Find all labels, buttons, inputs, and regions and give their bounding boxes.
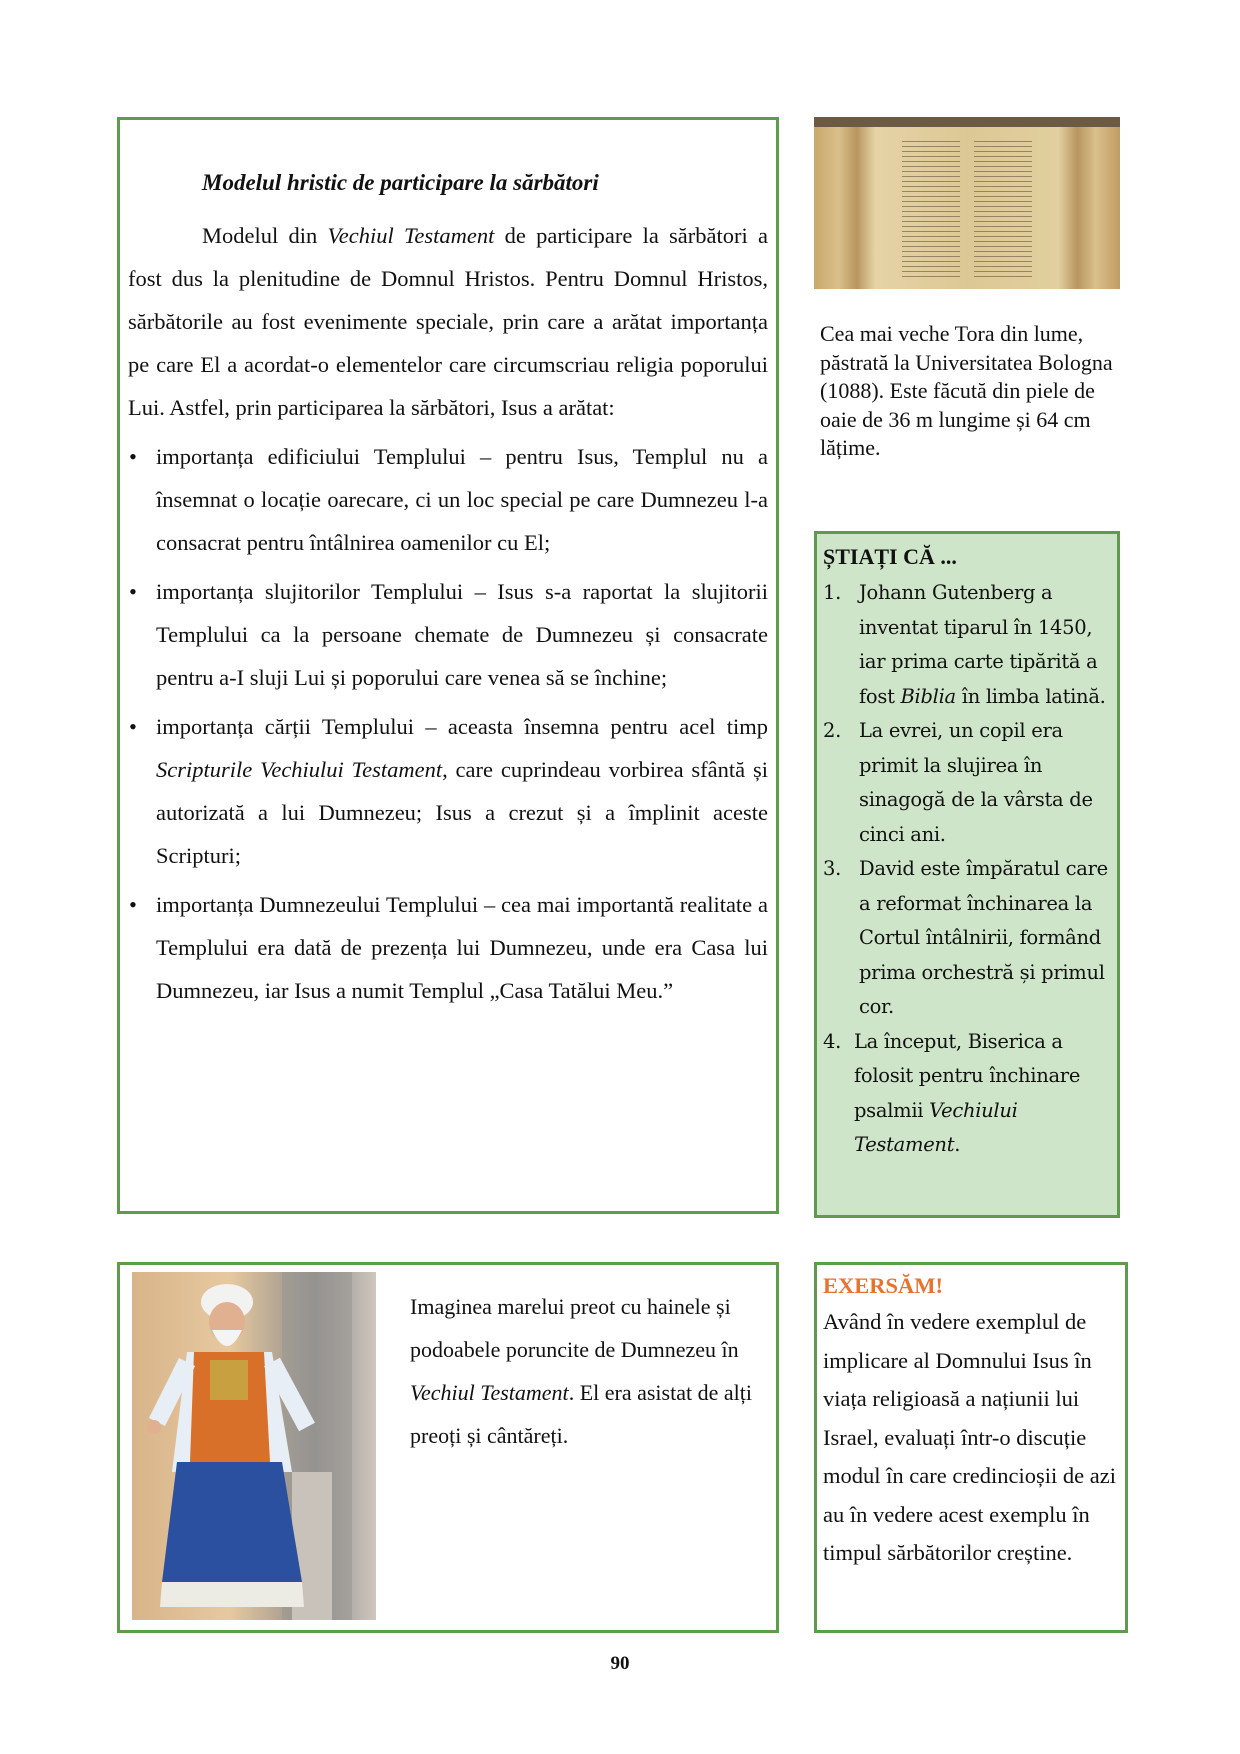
bullet-item [156, 705, 768, 877]
bullet-list [128, 435, 768, 1012]
did-you-know-title: ȘTIAȚI CĂ ... [823, 544, 957, 569]
main-text-box [117, 117, 779, 1214]
intro-text: de participare la sărbători a fost dus la plenitudine de Domnul Hristos. Pentru Domnul Hristos, sărbătorile au fost evenimente speciale, prin care a arătat importanța pe care El a acordat-o elementelor care circumscriau religia poporului Lui. Astfel, prin participarea la sărbători, Isus a arătat: [128, 223, 768, 420]
fact-italic: Vechiului Testament [854, 1098, 1018, 1156]
bullet-item: • importanța slujitorilor Templului – Isus s-a raportat la slujitorii Templului ca la persoane chemate de Dumnezeu și consacrate pentru a-I sluji Lui și poporului care venea să se închine; [156, 570, 768, 699]
fact-text: . [954, 1133, 961, 1156]
intro-italic: Vechiul Testament [327, 223, 495, 248]
fact-text: La început, Biserica a folosit pentru închinare psalmii [854, 1029, 1081, 1122]
intro-text: Modelul din [202, 223, 328, 248]
caption-text: . El era asistat de alți preoți și cântăreți. [410, 1380, 752, 1448]
exercise-text: Având în vedere exemplul de implicare al Domnului Isus în viața religioasă a națiunii lui Israel, evaluați într-o discuție modul în care credincioșii de azi au în vedere acest exemplu în timpul sărbătorilor creștine. [823, 1309, 1117, 1565]
fact-italic: Biblia [900, 684, 956, 708]
fact-text: David este împăratul care a reformat închinarea la Cortul întâlnirii, formând prima orchestră și primul cor. [859, 857, 1108, 1018]
exercise-title: EXERSĂM! [823, 1273, 944, 1298]
fact-number: 3. [823, 857, 842, 880]
fact-text: La evrei, un copil era primit la slujirea în sinagogă de la vârsta de cinci ani. [859, 719, 1093, 846]
high-priest-image [132, 1272, 376, 1620]
fact-text: în limba latină. [955, 684, 1106, 708]
fact-item [823, 576, 1111, 714]
intro-paragraph [128, 214, 768, 429]
page-number: 90 [610, 1653, 630, 1674]
did-you-know-box [814, 531, 1120, 1218]
bullet-item: • importanța Dumnezeului Templului – cea mai importantă realitate a Templului era dată de prezența lui Dumnezeu, unde era Casa lui Dumnezeu, iar Isus a numit Templul „Casa Tatălui Meu.” [156, 883, 768, 1012]
bullet-text: importanța cărții Templului – aceasta însemna pentru acel timp [156, 714, 768, 739]
fact-item [823, 1025, 1111, 1163]
bullet-text: , care cuprindeau vorbirea sfântă și autorizată a lui Dumnezeu; Isus a crezut și a împlinit aceste Scripturi; [156, 757, 768, 868]
caption-italic: Vechiul Testament [410, 1380, 569, 1405]
fact-list [823, 576, 1111, 1163]
priest-box [117, 1262, 779, 1633]
tora-scroll-image [814, 117, 1120, 289]
bullet-item: • importanța edificiului Templului – pentru Isus, Templul nu a însemnat o locație oarecare, ci un loc special pe care Dumnezeu l-a consacrat pentru întâlnirea oamenilor cu El; [156, 435, 768, 564]
section-title: Modelul hristic de participare la sărbători [202, 170, 599, 195]
exercise-box [814, 1262, 1128, 1633]
bullet-italic: Scripturile Vechiului Testament [156, 757, 443, 782]
fact-text: Johann Gutenberg a inventat tiparul în 1450, iar prima carte tipărită a fost [859, 581, 1098, 708]
fact-item [823, 852, 1111, 1025]
fact-number: 4. [823, 1029, 842, 1053]
priest-caption [410, 1285, 770, 1457]
fact-item [823, 714, 1111, 852]
fact-number: 2. [823, 719, 842, 742]
tora-caption: Cea mai veche Tora din lume, păstrată la Universitatea Bologna (1088). Este făcută din piele de oaie de 36 m lungime și 64 cm lățime. [820, 321, 1113, 460]
caption-text: Imaginea marelui preot cu hainele și podoabele poruncite de Dumnezeu în [410, 1294, 739, 1362]
fact-number: 1. [823, 581, 842, 604]
